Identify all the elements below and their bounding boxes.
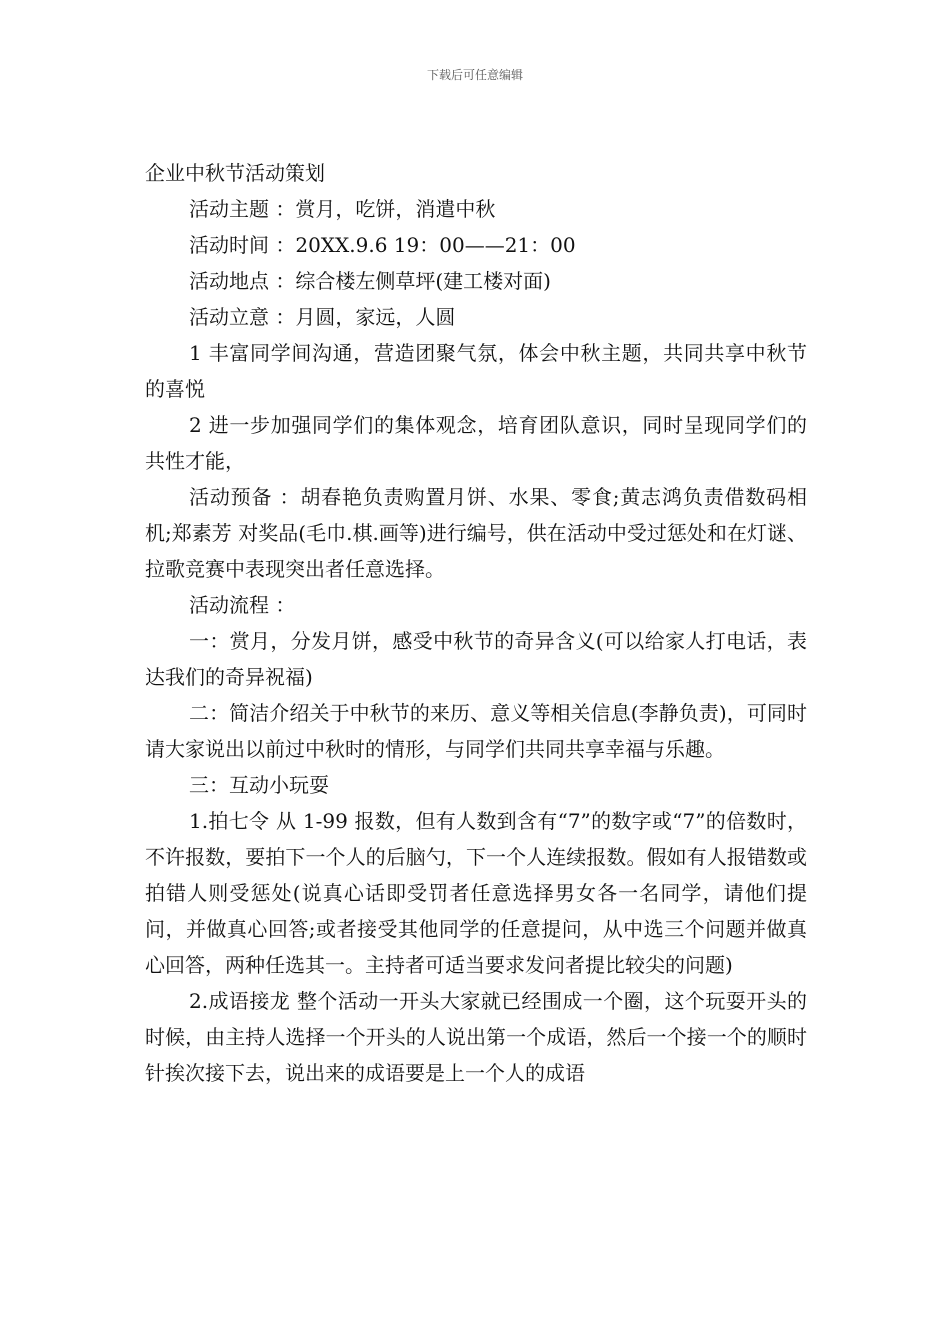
document-body [145,155,807,1091]
paragraph-location: 活动地点 ：综合楼左侧草坪(建工楼对面) [189,269,551,293]
paragraph-goal-2: 2 进一步加强同学们的集体观念，培育团队意识，同时呈现同学们的共性才能， [145,413,807,473]
paragraph-game-1: 1.拍七令 从 1-99 报数，但有人数到含有“7”的数字或“7”的倍数时，不许报数，要拍下一个人的后脑勺，下一个人连续报数。假如有人报错数或拍错人则受惩处(说真心话即受罚者任意选择男女各一名同学，请他们提问，并做真心回答;或者接受其他同学的任意提问，从中选三个问题并做真心回答，两种任选其一。主持者可适当要求发问者提比较尖的问题) [145,809,807,977]
paragraph-time: 活动时间 ：20XX.9.6 19：00——21：00 [189,233,576,257]
paragraph-goal-1: 1 丰富同学间沟通，营造团聚气氛，体会中秋主题，共同共享中秋节的喜悦 [145,341,807,401]
paragraph-step-3: 三：互动小玩耍 [189,773,329,797]
paragraph-preparation: 活动预备 ：胡春艳负责购置月饼、水果、零食;黄志鸿负责借数码相机;郑素芳 对奖品(毛巾.棋.画等)进行编号，供在活动中受过惩处和在灯谜、拉歌竞赛中表现突出者任意选择。 [145,485,807,581]
paragraph-theme: 活动主题 ：赏月，吃饼，消遣中秋 [189,197,496,221]
paragraph-process-heading: 活动流程 ： [189,593,296,617]
paragraph-step-2: 二：简洁介绍关于中秋节的来历、意义等相关信息(李静负责)，可同时请大家说出以前过中秋时的情形，与同学们共同共享幸福与乐趣。 [145,701,807,761]
paragraph-step-1: 一：赏月，分发月饼，感受中秋节的奇异含义(可以给家人打电话，表达我们的奇异祝福) [145,629,807,689]
document-title: 企业中秋节活动策划 [145,161,325,185]
paragraph-game-2: 2.成语接龙 整个活动一开头大家就已经围成一个圈，这个玩耍开头的时候，由主持人选择一个开头的人说出第一个成语，然后一个接一个的顺时针挨次接下去，说出来的成语要是上一个人的成语 [145,989,807,1085]
page-header-note: 下载后可任意编辑 [426,68,523,82]
paragraph-purpose: 活动立意 ：月圆，家远，人圆 [189,305,456,329]
